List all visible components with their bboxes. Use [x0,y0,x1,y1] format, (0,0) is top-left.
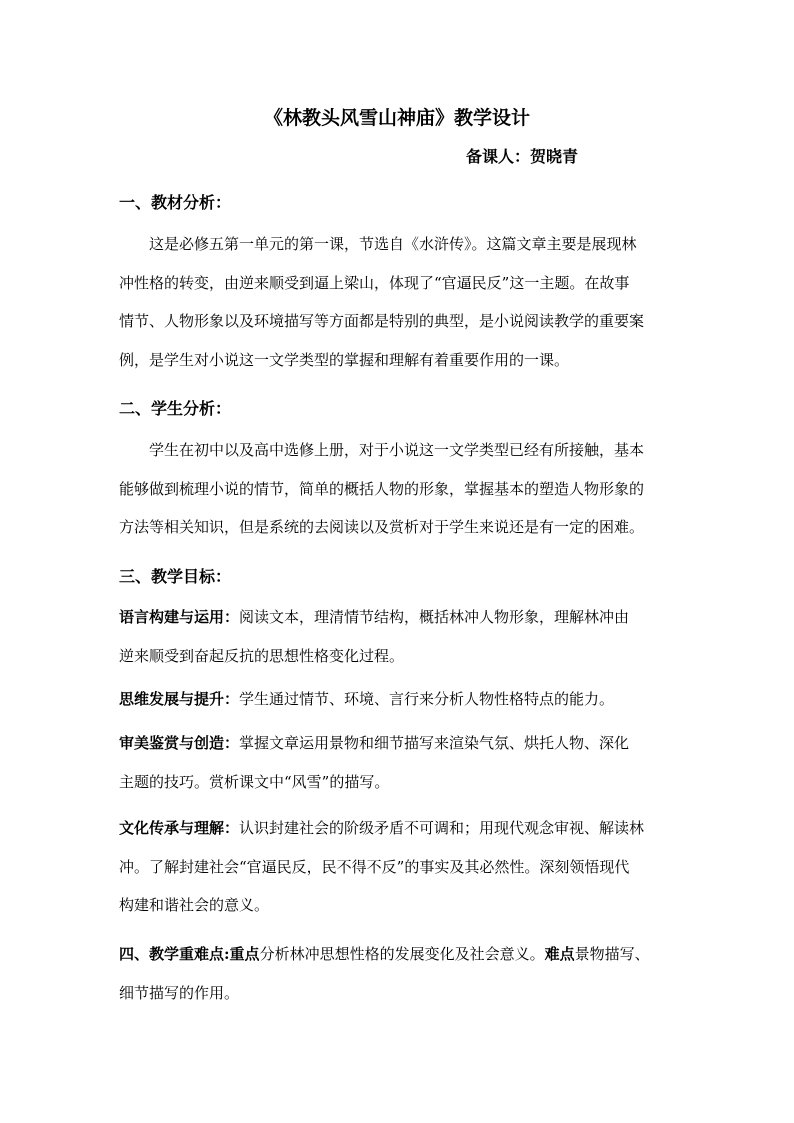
goal-line: 冲。了解封建社会“官逼民反，民不得不反”的事实及其必然性。深刻领悟现代 [119,857,630,876]
section-body-textbook-analysis [119,225,689,379]
document-title: 《林教头风雪山神庙》教学设计 [263,107,530,129]
section-heading-teaching-goals: 三、教学目标： [119,567,232,586]
goal-line: 细节描写的作用。 [119,983,240,1002]
paragraph-line: 冲性格的转变，由逆来顺受到逼上梁山，体现了“官逼民反”这一主题。在故事 [119,273,630,292]
goal-line: 逆来顺受到奋起反抗的思想性格变化过程。 [119,646,405,665]
paragraph-line: 能够做到梳理小说的情节，简单的概括人物的形象，掌握基本的塑造人物形象的 [119,479,645,498]
section-heading-student-analysis: 二、学生分析： [119,399,232,418]
section-key-difficult-points [119,935,689,1012]
goal-text: 认识封建社会的阶级矛盾不可调和；用现代观念审视、解读林 [239,819,645,837]
difficult-point-label: 难点 [544,945,575,963]
goal-line [119,935,689,974]
goal-culture [119,809,689,925]
paragraph-line: 方法等相关知识，但是系统的去阅读以及赏析对于学生来说还是有一定的困难。 [119,518,645,536]
goal-line: 主题的技巧。赏析课文中“风雪”的描写。 [119,772,390,791]
goal-label: 语言构建与运用： [119,608,240,626]
goal-aesthetic [119,724,689,801]
goal-line [119,598,689,637]
section-body-student-analysis [119,431,689,547]
paragraph-line: 情节、人物形象以及环境描写等方面都是特别的典型，是小说阅读教学的重要案 [119,312,645,330]
goal-label: 审美鉴赏与创造： [119,734,240,752]
goal-line: 构建和谐社会的意义。 [119,896,270,914]
key-point-label: 重点 [229,945,260,963]
goal-text: 阅读文本，理清情节结构，概括林冲人物形象，理解林冲由 [239,608,630,626]
paragraph-line: 这是必修五第一单元的第一课，节选自《水浒传》。这篇文章主要是展现林 [149,235,637,253]
section-heading-key-difficult: 四、教学重难点: [119,945,230,963]
goal-text: 学生通过情节、环境、言行来分析人物性格特点的能力。 [239,690,615,708]
paragraph-line: 例，是学生对小说这一文学类型的掌握和理解有着重要作用的一课。 [119,350,570,369]
goal-label: 文化传承与理解： [119,819,240,837]
key-point-text: 分析林冲思想性格的发展变化及社会意义。 [259,945,545,963]
difficult-point-text: 景物描写、 [574,945,650,963]
section-heading-textbook-analysis: 一、教材分析： [119,193,232,212]
author-line: 备课人：贺晓青 [466,147,579,166]
goal-label: 思维发展与提升： [119,690,240,708]
goal-line [119,809,689,848]
goal-thinking [119,680,689,719]
paragraph-line: 学生在初中以及高中选修上册，对于小说这一文学类型已经有所接触，基本 [149,441,645,459]
goal-language [119,598,689,675]
goal-line [119,724,689,763]
goal-text: 掌握文章运用景物和细节描写来渲染气氛、烘托人物、深化 [239,734,630,752]
goal-line [119,680,689,719]
